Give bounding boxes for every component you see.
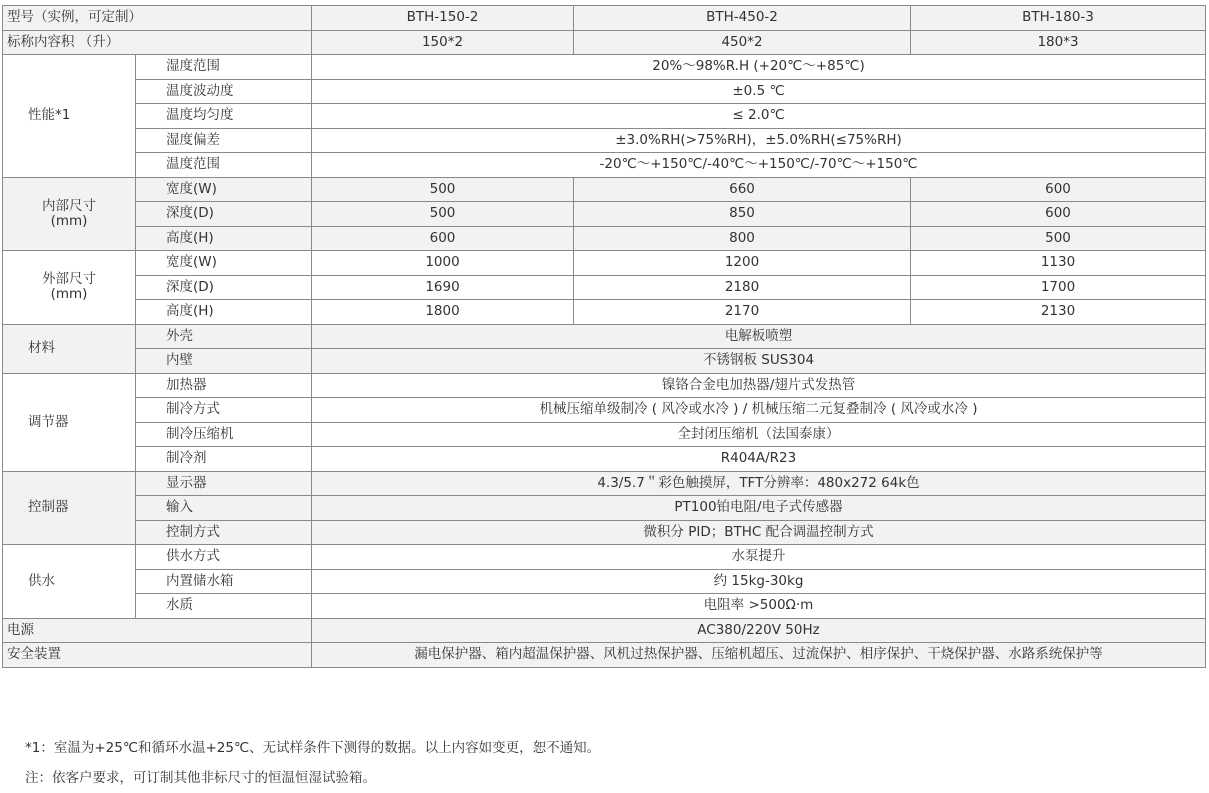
spec-value: 微积分 PID；BTHC 配合调温控制方式 bbox=[312, 520, 1206, 545]
spec-name: 内置储水箱 bbox=[136, 569, 312, 594]
spec-name: 内壁 bbox=[136, 349, 312, 374]
size-value: 500 bbox=[312, 202, 574, 227]
outer-size-row bbox=[3, 300, 1206, 325]
spec-name: 湿度范围 bbox=[136, 55, 312, 80]
model-name: BTH-150-2 bbox=[312, 6, 574, 31]
spec-name: 显示器 bbox=[136, 471, 312, 496]
power-row bbox=[3, 618, 1206, 643]
spec-value: 不锈钢板 SUS304 bbox=[312, 349, 1206, 374]
spec-name: 供水方式 bbox=[136, 545, 312, 570]
water-row bbox=[3, 545, 1206, 570]
volume-value: 180*3 bbox=[911, 30, 1206, 55]
footnote-1: *1：室温为+25℃和循环水温+25℃、无试样条件下测得的数据。以上内容如变更，恕不通知。 bbox=[25, 740, 601, 756]
footnotes bbox=[25, 733, 600, 793]
size-value: 1130 bbox=[911, 251, 1206, 276]
spec-name: 高度(H) bbox=[136, 226, 312, 251]
spec-value: PT100铂电阻/电子式传感器 bbox=[312, 496, 1206, 521]
spec-value: 镍铬合金电加热器/翅片式发热管 bbox=[312, 373, 1206, 398]
power-label: 电源 bbox=[3, 618, 312, 643]
spec-name: 输入 bbox=[136, 496, 312, 521]
size-value: 600 bbox=[312, 226, 574, 251]
regulator-row bbox=[3, 373, 1206, 398]
inner-size-label: 内部尺寸 bbox=[42, 197, 96, 214]
water-row bbox=[3, 594, 1206, 619]
volume-value: 150*2 bbox=[312, 30, 574, 55]
material-row bbox=[3, 349, 1206, 374]
spec-table bbox=[2, 5, 1206, 668]
size-value: 2170 bbox=[574, 300, 911, 325]
outer-size-label: 外部尺寸 bbox=[42, 271, 96, 288]
size-value: 800 bbox=[574, 226, 911, 251]
size-value: 1700 bbox=[911, 275, 1206, 300]
inner-size-unit: (mm) bbox=[50, 212, 88, 229]
spec-value: -20℃～+150℃/-40℃～+150℃/-70℃～+150℃ bbox=[312, 153, 1206, 178]
spec-name: 高度(H) bbox=[136, 300, 312, 325]
spec-value: 20%～98%R.H (+20℃～+85℃) bbox=[312, 55, 1206, 80]
spec-name: 制冷剂 bbox=[136, 447, 312, 472]
size-value: 1200 bbox=[574, 251, 911, 276]
spec-name: 水质 bbox=[136, 594, 312, 619]
performance-group-label: 性能*1 bbox=[3, 55, 136, 178]
size-value: 1000 bbox=[312, 251, 574, 276]
size-value: 2180 bbox=[574, 275, 911, 300]
spec-name: 温度范围 bbox=[136, 153, 312, 178]
performance-row bbox=[3, 128, 1206, 153]
size-value: 660 bbox=[574, 177, 911, 202]
volume-label: 标称内容积 （升） bbox=[3, 30, 312, 55]
inner-size-row bbox=[3, 226, 1206, 251]
water-group-label: 供水 bbox=[3, 545, 136, 619]
outer-size-group-label bbox=[3, 251, 136, 325]
spec-value: 全封闭压缩机（法国泰康） bbox=[312, 422, 1206, 447]
safety-label: 安全装置 bbox=[3, 643, 312, 668]
spec-name: 外壳 bbox=[136, 324, 312, 349]
regulator-row bbox=[3, 398, 1206, 423]
spec-value: 4.3/5.7＂彩色触摸屏，TFT分辨率：480x272 64k色 bbox=[312, 471, 1206, 496]
footnote-2: 注：依客户要求，可订制其他非标尺寸的恒温恒湿试验箱。 bbox=[25, 770, 376, 786]
spec-name: 制冷方式 bbox=[136, 398, 312, 423]
regulator-row bbox=[3, 422, 1206, 447]
inner-size-row bbox=[3, 177, 1206, 202]
material-group-label: 材料 bbox=[3, 324, 136, 373]
size-value: 500 bbox=[911, 226, 1206, 251]
size-value: 1690 bbox=[312, 275, 574, 300]
performance-row bbox=[3, 153, 1206, 178]
size-value: 850 bbox=[574, 202, 911, 227]
spec-name: 宽度(W) bbox=[136, 251, 312, 276]
spec-name: 加热器 bbox=[136, 373, 312, 398]
spec-value: 机械压缩单级制冷 ( 风冷或水冷 ) / 机械压缩二元复叠制冷 ( 风冷或水冷 ) bbox=[312, 398, 1206, 423]
model-row bbox=[3, 6, 1206, 31]
size-value: 500 bbox=[312, 177, 574, 202]
model-label: 型号（实例，可定制） bbox=[3, 6, 312, 31]
safety-value: 漏电保护器、箱内超温保护器、风机过热保护器、压缩机超压、过流保护、相序保护、干烧保护器、水路系统保护等 bbox=[312, 643, 1206, 668]
spec-name: 控制方式 bbox=[136, 520, 312, 545]
safety-row bbox=[3, 643, 1206, 668]
spec-value: ±0.5 ℃ bbox=[312, 79, 1206, 104]
controller-row bbox=[3, 496, 1206, 521]
spec-value: 水泵提升 bbox=[312, 545, 1206, 570]
inner-size-row bbox=[3, 202, 1206, 227]
spec-value: R404A/R23 bbox=[312, 447, 1206, 472]
outer-size-row bbox=[3, 251, 1206, 276]
power-value: AC380/220V 50Hz bbox=[312, 618, 1206, 643]
outer-size-row bbox=[3, 275, 1206, 300]
size-value: 600 bbox=[911, 177, 1206, 202]
spec-name: 深度(D) bbox=[136, 275, 312, 300]
inner-size-group-label bbox=[3, 177, 136, 251]
controller-group-label: 控制器 bbox=[3, 471, 136, 545]
spec-name: 宽度(W) bbox=[136, 177, 312, 202]
controller-row bbox=[3, 520, 1206, 545]
water-row bbox=[3, 569, 1206, 594]
performance-row bbox=[3, 104, 1206, 129]
spec-value: ±3.0%RH(>75%RH)，±5.0%RH(≤75%RH) bbox=[312, 128, 1206, 153]
model-name: BTH-450-2 bbox=[574, 6, 911, 31]
regulator-group-label: 调节器 bbox=[3, 373, 136, 471]
spec-value: ≤ 2.0℃ bbox=[312, 104, 1206, 129]
material-row bbox=[3, 324, 1206, 349]
outer-size-unit: (mm) bbox=[50, 286, 88, 303]
size-value: 2130 bbox=[911, 300, 1206, 325]
volume-value: 450*2 bbox=[574, 30, 911, 55]
spec-value: 电阻率 >500Ω·m bbox=[312, 594, 1206, 619]
spec-name: 湿度偏差 bbox=[136, 128, 312, 153]
size-value: 1800 bbox=[312, 300, 574, 325]
spec-name: 制冷压缩机 bbox=[136, 422, 312, 447]
spec-value: 约 15kg-30kg bbox=[312, 569, 1206, 594]
spec-name: 温度波动度 bbox=[136, 79, 312, 104]
spec-name: 温度均匀度 bbox=[136, 104, 312, 129]
performance-row bbox=[3, 55, 1206, 80]
spec-value: 电解板喷塑 bbox=[312, 324, 1206, 349]
model-name: BTH-180-3 bbox=[911, 6, 1206, 31]
volume-row bbox=[3, 30, 1206, 55]
size-value: 600 bbox=[911, 202, 1206, 227]
controller-row bbox=[3, 471, 1206, 496]
regulator-row bbox=[3, 447, 1206, 472]
performance-row bbox=[3, 79, 1206, 104]
spec-name: 深度(D) bbox=[136, 202, 312, 227]
